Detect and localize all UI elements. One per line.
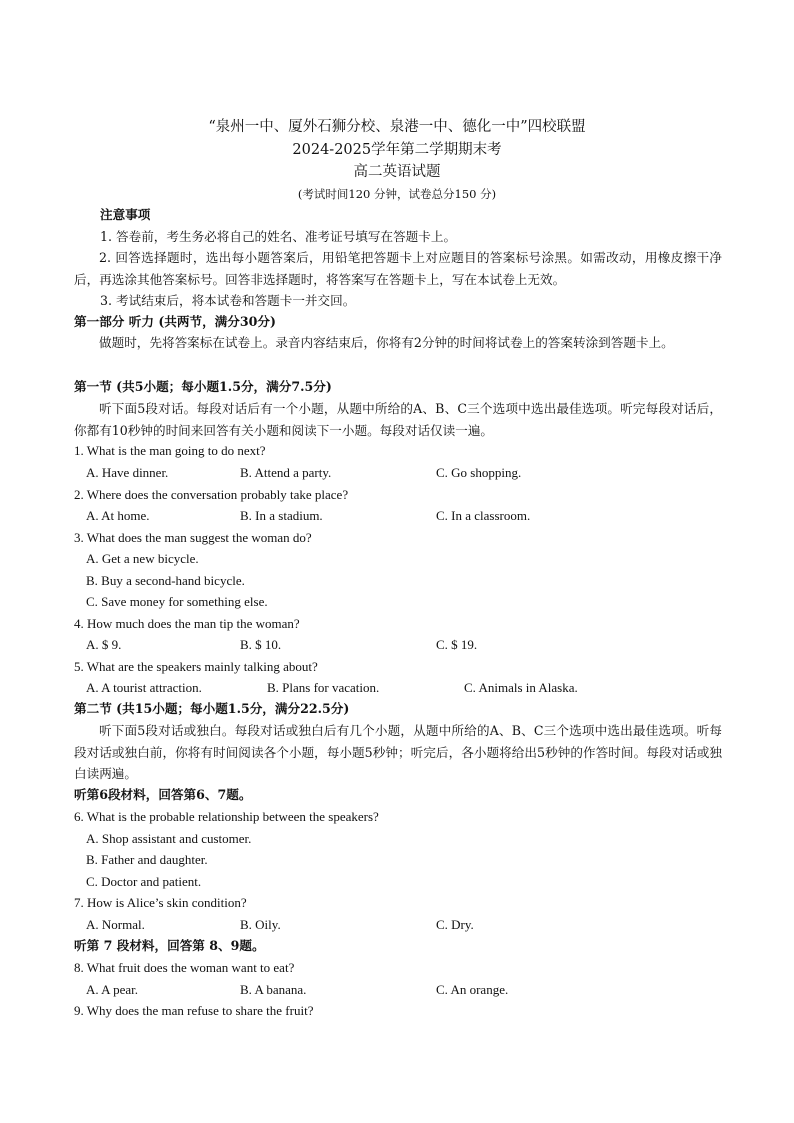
question-7-option-c: C. Dry. — [436, 917, 474, 932]
question-4-option-a: A. $ 9. — [86, 637, 122, 652]
exam-union-title: “泉州一中、厦外石狮分校、泉港一中、德化一中”四校联盟 — [208, 119, 586, 135]
question-1-option-b: B. Attend a party. — [240, 465, 332, 480]
question-2: 2. Where does the conversation probably take place? — [74, 487, 349, 502]
exam-term-title: 2024-2025学年第二学期期末考 — [292, 142, 502, 158]
question-9: 9. Why does the man refuse to share the fruit? — [74, 1003, 314, 1018]
question-7: 7. How is Alice’s skin condition? — [74, 895, 247, 910]
question-6: 6. What is the probable relationship between the speakers? — [74, 809, 379, 824]
question-4-option-c: C. $ 19. — [436, 637, 478, 652]
question-7-option-a: A. Normal. — [86, 917, 145, 932]
question-8-option-c: C. An orange. — [436, 982, 509, 997]
question-1-option-c: C. Go shopping. — [436, 465, 522, 480]
part1-instruction: 做题时，先将答案标在试卷上。录音内容结束后，你将有2分钟的时间将试卷上的答案转涂到答题卡上。 — [99, 335, 674, 350]
section1-instruction: 听下面5段对话。每段对话后有一个小题，从题中所给的A、B、C三个选项中选出最佳选项。听完每段对话后，你都有10秒钟的时间来回答有关小题和阅读下一小题。每段对话仅读一遍。 — [74, 401, 722, 438]
question-6-option-c: C. Doctor and patient. — [86, 874, 202, 889]
question-2-option-b: B. In a stadium. — [240, 508, 323, 523]
exam-duration-note: (考试时间120 分钟，试卷总分150 分) — [297, 187, 497, 201]
question-6-option-a: A. Shop assistant and customer. — [86, 831, 252, 846]
question-3: 3. What does the man suggest the woman do? — [74, 530, 312, 545]
question-2-option-c: C. In a classroom. — [436, 508, 531, 523]
notice-item-1: 1. 答卷前，考生务必将自己的姓名、准考证号填写在答题卡上。 — [100, 229, 457, 244]
exam-subject-title: 高二英语试题 — [353, 164, 441, 180]
section2-instruction: 听下面5段对话或独白。每段对话或独白后有几个小题，从题中所给的A、B、C三个选项中选出最佳选项。听每段对话或独白前，你将有时间阅读各个小题，每小题5秒钟；听完后，各小题将给出5秒钟的作答时间。每段对话或独白读两遍。 — [74, 723, 722, 781]
question-8-option-a: A. A pear. — [86, 982, 138, 997]
question-5-option-b: B. Plans for vacation. — [267, 680, 380, 695]
material-6-heading: 听第6段材料，回答第6、7题。 — [74, 787, 252, 802]
question-4: 4. How much does the man tip the woman? — [74, 616, 300, 631]
notice-item-2: 2. 回答选择题时，选出每小题答案后，用铅笔把答题卡上对应题目的答案标号涂黑。如需改动，用橡皮擦干净后，再选涂其他答案标号。回答非选择题时，将答案写在答题卡上，写在本试卷上无效。 — [74, 250, 722, 287]
question-4-option-b: B. $ 10. — [240, 637, 282, 652]
question-1-option-a: A. Have dinner. — [86, 465, 169, 480]
question-7-option-b: B. Oily. — [240, 917, 281, 932]
question-3-option-b: B. Buy a second-hand bicycle. — [86, 573, 245, 588]
question-1: 1. What is the man going to do next? — [74, 443, 266, 458]
part1-heading: 第一部分 听力 (共两节，满分30分) — [74, 314, 276, 329]
question-8: 8. What fruit does the woman want to eat? — [74, 960, 295, 975]
question-3-option-a: A. Get a new bicycle. — [86, 551, 199, 566]
question-2-option-a: A. At home. — [86, 508, 150, 523]
material-7-heading: 听第 7 段材料，回答第 8、9题。 — [74, 938, 265, 953]
question-5-option-c: C. Animals in Alaska. — [464, 680, 578, 695]
notice-heading: 注意事项 — [100, 207, 151, 222]
question-8-option-b: B. A banana. — [240, 982, 307, 997]
question-5: 5. What are the speakers mainly talking about? — [74, 659, 318, 674]
section2-heading: 第二节 (共15小题；每小题1.5分，满分22.5分) — [74, 701, 350, 716]
question-6-option-b: B. Father and daughter. — [86, 852, 208, 867]
question-3-option-c: C. Save money for something else. — [86, 594, 268, 609]
question-5-option-a: A. A tourist attraction. — [86, 680, 202, 695]
section1-heading: 第一节 (共5小题；每小题1.5分，满分7.5分) — [74, 379, 332, 394]
notice-item-3: 3. 考试结束后，将本试卷和答题卡一并交回。 — [100, 293, 356, 308]
